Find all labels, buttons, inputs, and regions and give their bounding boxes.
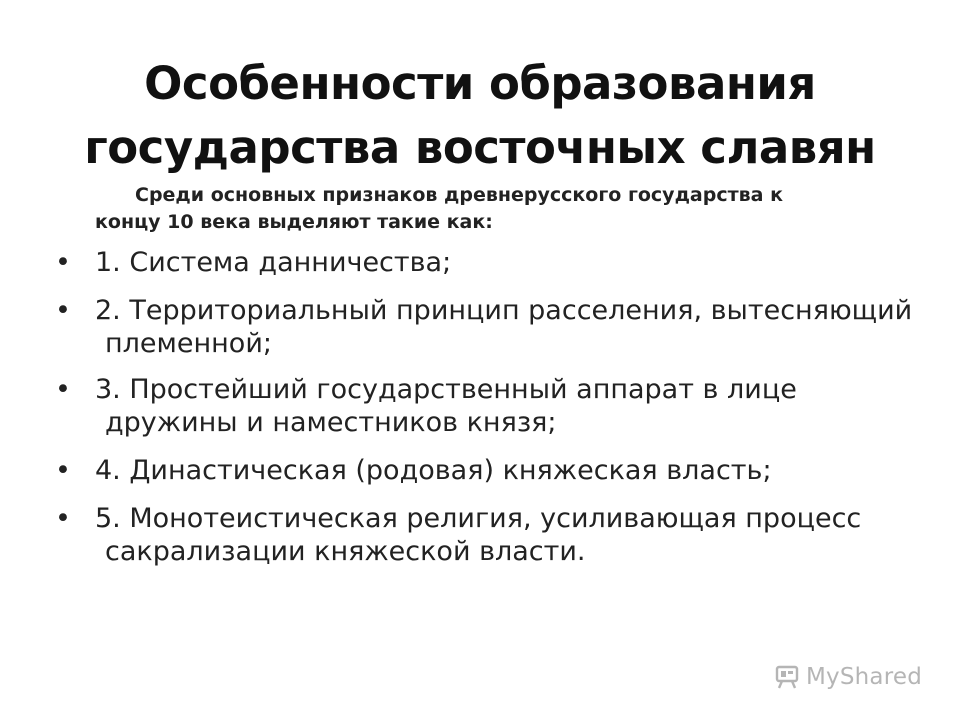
bullet-marker: • [55,455,71,486]
bullet-text: 2. Территориальный принцип расселения, вытесняющий племенной; [95,295,913,359]
bullet-text: 1. Система данничества; [95,247,452,278]
slide-title [0,52,960,180]
bullet-marker: • [55,503,71,534]
slide-subtitle: Среди основных признаков древнерусского государства к концу 10 века выделяют такие как: [95,184,783,233]
bullet-list [55,246,915,583]
bullet-item [55,502,915,568]
bullet-text: 5. Монотеистическая религия, усиливающая процесс сакрализации княжеской власти. [95,503,862,567]
slide-title-line-1: Особенности образования [144,57,816,111]
watermark-text: MyShared [805,664,922,690]
bullet-text: 4. Династическая (родовая) княжеская власть; [95,455,772,486]
bullet-marker: • [55,247,71,278]
bullet-item [55,454,915,487]
slide-title-line-2: государства восточных славян [84,121,876,175]
bullet-marker: • [55,295,71,326]
bullet-item [55,294,915,360]
bullet-item [55,373,915,439]
presentation-board-icon [774,664,800,690]
bullet-item [55,246,915,279]
bullet-marker: • [55,374,71,405]
bullet-text: 3. Простейший государственный аппарат в лице дружины и наместников князя; [95,374,797,438]
watermark [774,664,922,690]
